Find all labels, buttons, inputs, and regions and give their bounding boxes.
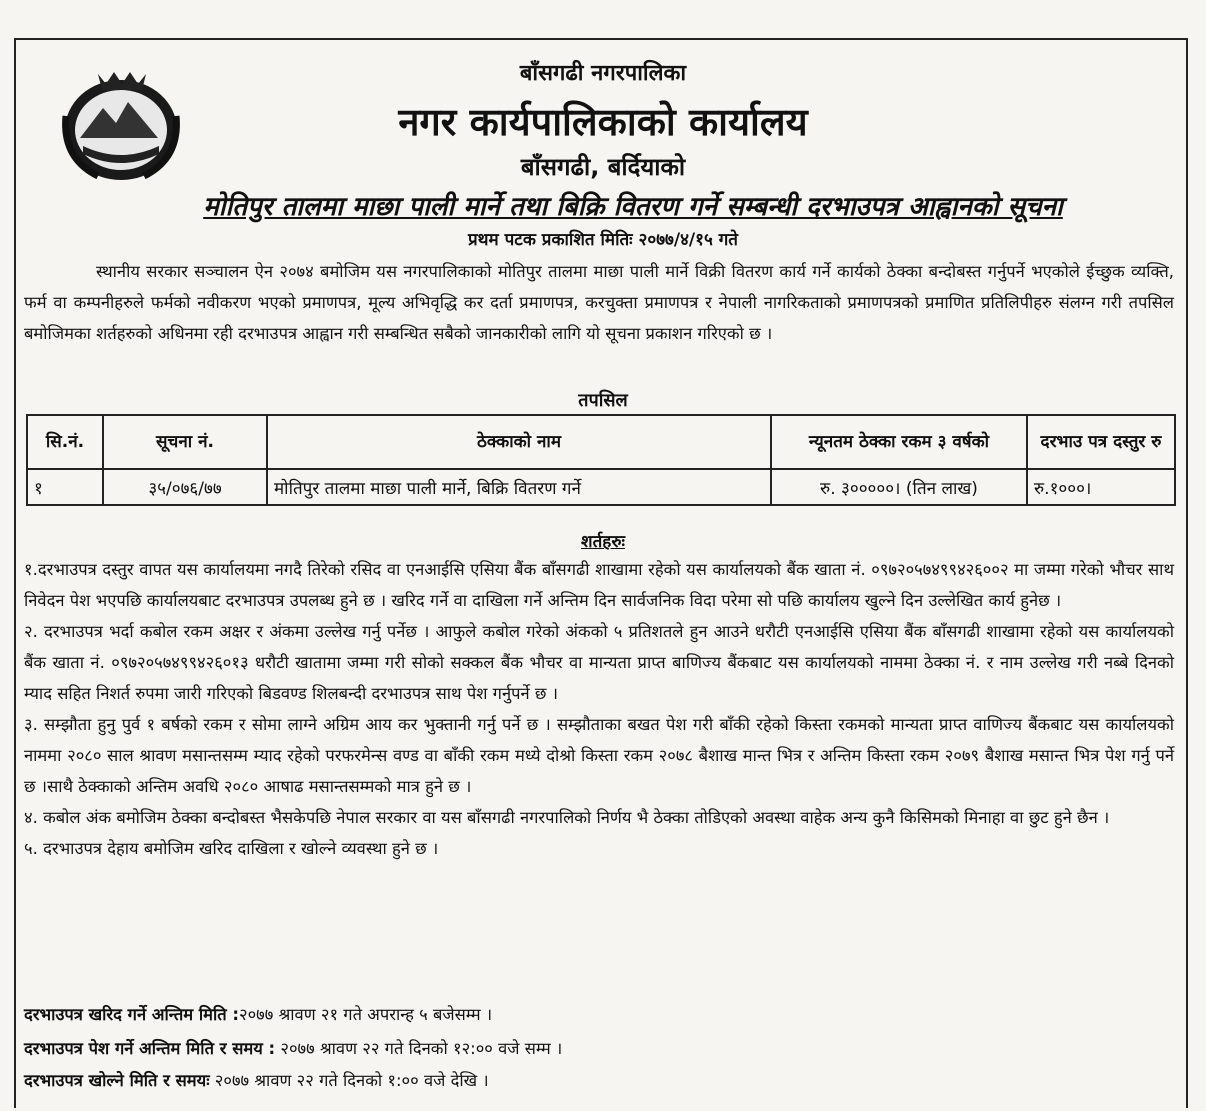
schedule-heading: तपसिल — [578, 390, 628, 411]
deadline-label: दरभाउपत्र खोल्ने मिति र समयः — [24, 1071, 210, 1090]
tender-table — [26, 414, 1176, 506]
published-date: प्रथम पटक प्रकाशित मितिः २०७७/४/१५ गते — [467, 230, 738, 250]
notice-title: मोतिपुर तालमा माछा पाली मार्ने तथा बिक्रि वितरण गर्ने सम्बन्धी दरभाउपत्र आह्वानको सूचना — [203, 192, 1063, 222]
deadline-value: २०७७ श्रावण २२ गते दिनको १:०० वजे देखि । — [209, 1071, 489, 1090]
cell-notice-no: ३५/०७६/७७ — [103, 469, 267, 505]
condition-item: ३. सम्झौता हुनु पुर्व १ बर्षको रकम र सोमा लाग्ने अग्रिम आय कर भुक्तानी गर्नु पर्ने छ । सम्झौताका बखत पेश गरी बाँकी रहेको किस्ता रकमको मान्यता प्राप्त वाणिज्य बैंकबाट यस कार्यालयको नाममा २०८० साल श्रावण मसान्तसम्म म्याद रहेको परफरमेन्स वण्ड वा बाँकी रकम मध्ये दोश्रो किस्ता रकम २०७८ बैशाख मान्त भित्र र अन्तिम किस्ता रकम २०७९ बैशाख मसान्त भित्र पेश गर्नु पर्ने छ ।साथै ठेक्काको अन्तिम अवधि २०८० आषाढ मसान्तसम्मको मात्र हुने छ । — [24, 715, 1174, 796]
conditions-list — [24, 554, 1174, 864]
cell-serial: १ — [27, 469, 103, 505]
table-header-row — [27, 415, 1175, 469]
conditions-heading: शर्तहरुः — [581, 532, 625, 552]
col-min-amount-header: न्यूनतम ठेक्का रकम ३ वर्षको — [771, 415, 1027, 469]
col-contract-name-header: ठेक्काको नाम — [267, 415, 771, 469]
col-fee-header: दरभाउ पत्र दस्तुर रु — [1027, 415, 1175, 469]
office-title: नगर कार्यपालिकाको कार्यालय — [398, 100, 808, 144]
cell-min-amount: रु. ३०००००। (तिन लाख) — [771, 469, 1027, 505]
deadline-label: दरभाउपत्र खरिद गर्ने अन्तिम मिति : — [24, 1005, 240, 1024]
cell-fee: रु.१०००। — [1027, 469, 1175, 505]
condition-item: १.दरभाउपत्र दस्तुर वापत यस कार्यालयमा नगदै तिरेको रसिद वा एनआईसि एसिया बैंक बाँसगढी शाखामा रहेको यस कार्यालयको बैंक खाता नं. ०९७२०५७४९९४२६००२ मा जम्मा गरेको भौचर साथ निवेदन पेश भएपछि कार्यालयबाट दरभाउपत्र उपलब्ध हुने छ । खरिद गर्ने वा दाखिला गर्ने अन्तिम दिन सार्वजनिक विदा परेमा सो पछि कार्यालय खुल्ने दिन उल्लेखित कार्य हुनेछ । — [24, 560, 1174, 610]
deadline-purchase — [24, 1002, 1174, 1025]
office-location: बाँसगढी, बर्दियाको — [520, 153, 686, 181]
deadline-value: २०७७ श्रावण २२ गते दिनको १२:०० वजे सम्म । — [275, 1039, 563, 1058]
deadline-label: दरभाउपत्र पेश गर्ने अन्तिम मिति र समय : — [24, 1039, 276, 1058]
col-notice-no-header: सूचना नं. — [103, 415, 267, 469]
deadline-opening — [24, 1068, 1174, 1091]
municipality-name: बाँसगढी नगरपालिका — [519, 61, 687, 86]
cell-contract-name: मोतिपुर तालमा माछा पाली मार्ने, बिक्रि वितरण गर्ने — [267, 469, 771, 505]
deadline-value: २०७७ श्रावण २१ गते अपरान्ह ५ बजेसम्म । — [239, 1005, 493, 1024]
condition-item: ४. कबोल अंक बमोजिम ठेक्का बन्दोबस्त भैसकेपछि नेपाल सरकार वा यस बाँसगढी नगरपालिको निर्णय भै ठेक्का तोडिएको अवस्था वाहेक अन्य कुनै किसिमको मिनाहा वा छुट हुने छैन । — [24, 808, 1110, 827]
condition-item: ५. दरभाउपत्र देहाय बमोजिम खरिद दाखिला र खोल्ने व्यवस्था हुने छ । — [24, 839, 439, 858]
table-row — [27, 469, 1175, 505]
deadline-submission — [24, 1036, 1174, 1059]
condition-item: २. दरभाउपत्र भर्दा कबोल रकम अक्षर र अंकमा उल्लेख गर्नु पर्नेछ । आफुले कबोल गरेको अंकको ५ प्रतिशतले हुन आउने धरौटी एनआईसि एसिया बैंक बाँसगढी शाखामा रहेको यस कार्यालयको बैंक खाता नं. ०९७२०५७४९९४२६०१३ धरौटी खातामा जम्मा गरी सोको सक्कल बैंक भौचर वा मान्यता प्राप्त बाणिज्य बैंकबाट यस कार्यालयको नाममा ठेक्का नं. र नाम उल्लेख गरी नब्बे दिनको म्याद सहित निशर्त रुपमा जारी गरिएको बिडवण्ड शिलबन्दी दरभाउपत्र साथ पेश गर्नुपर्ने छ । — [24, 622, 1174, 703]
col-serial-header: सि.नं. — [27, 415, 103, 469]
intro-paragraph: स्थानीय सरकार सञ्चालन ऐन २०७४ बमोजिम यस नगरपालिकाको मोतिपुर तालमा माछा पाली मार्ने विक्री वितरण कार्य गर्ने कार्यको ठेक्का बन्दोबस्त गर्नुपर्ने भएकोले ईच्छुक व्यक्ति, फर्म वा कम्पनीहरुले फर्मको नवीकरण भएको प्रमाणपत्र, मूल्य अभिवृद्धि कर दर्ता प्रमाणपत्र, करचुक्ता प्रमाणपत्र र नेपाली नागरिकताको प्रमाणपत्रको प्रमाणित प्रतिलिपीहरु संलग्न गरी तपसिल बमोजिमका शर्तहरुको अधिनमा रही दरभाउपत्र आह्वान गरी सम्बन्धित सबैको जानकारीको लागि यो सूचना प्रकाशन गरिएको छ । — [24, 262, 1174, 343]
